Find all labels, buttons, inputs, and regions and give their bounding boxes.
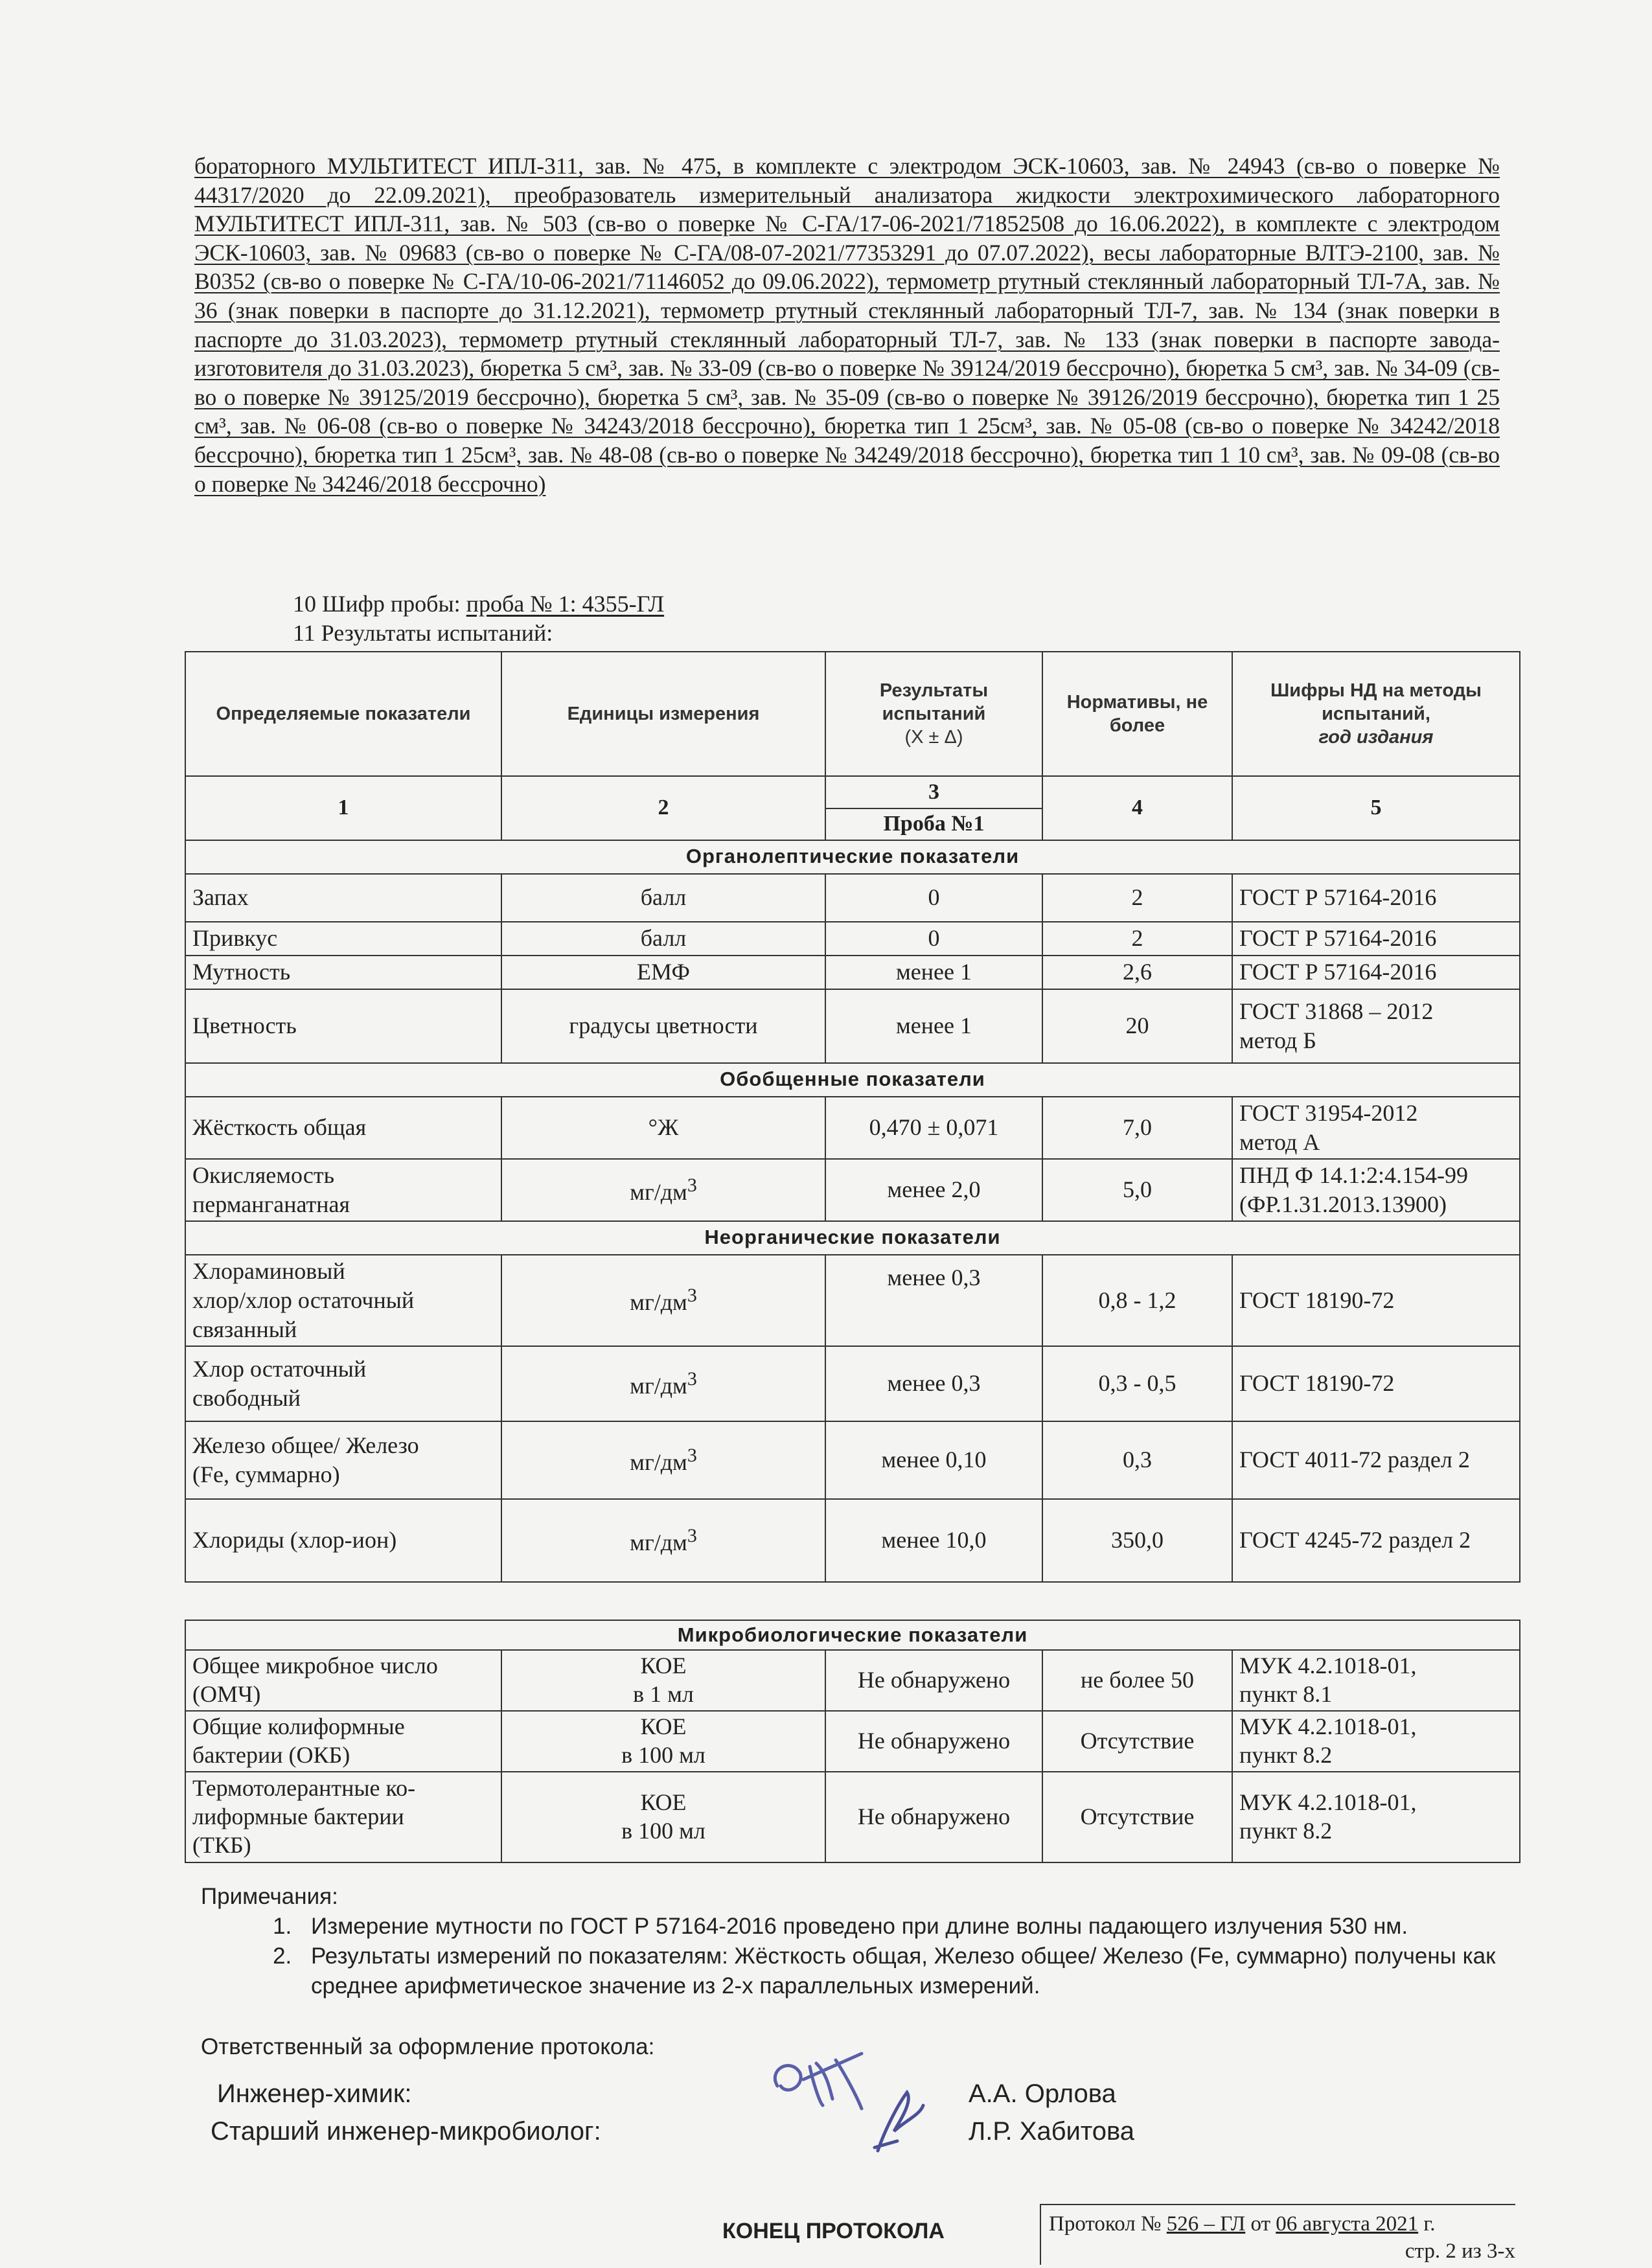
header-indicators: Определяемые показатели [185,652,501,776]
equipment-paragraph [194,152,1500,498]
equipment-text: бораторного МУЛЬТИТЕСТ ИПЛ-311, зав. № 475, в комплекте с электродом ЭСК-10603, зав. № 24943 (св-во о поверке № 44317/2020 до 22.09.2021), преобразователь измерительный анализатора жидкости электрохимического лабораторного МУЛЬТИТЕСТ ИПЛ-311, зав. № 503 (св-во о поверке № С-ГА/17-06-2021/71852508 до 16.06.2022), в комплекте с электродом ЭСК-10603, зав. № 09683 (св-во о поверке № С-ГА/08-07-2021/77353291 до 07.07.2022), весы лабораторные ВЛТЭ-2100, зав. № В0352 (св-во о поверке № С-ГА/10-06-2021/71146052 до 09.06.2022), термометр ртутный стеклянный лабораторный ТЛ-7А, зав. № 36 (знак поверки в паспорте до 31.12.2021), термометр ртутный стеклянный лабораторный ТЛ-7, зав. № 134 (знак поверки в паспорте до 31.03.2023), термометр ртутный стеклянный лабораторный ТЛ-7, зав. № 133 (знак поверки в паспорте завода-изготовителя до 31.03.2023), бюретка 5 см³, зав. № 33-09 (св-во о поверке № 39124/2019 бессрочно), бюретка 5 см³, зав. № 34-09 (св-во о поверке № 39125/2019 бессрочно), бюретка 5 см³, зав. № 35-09 (св-во о поверке № 39126/2019 бессрочно), бюретка тип 1 25 см³, зав. № 06-08 (св-во о поверке № 34243/2018 бессрочно), бюретка тип 1 25см³, зав. № 05-08 (св-во о поверке № 34242/2018 бессрочно), бюретка тип 1 25см³, зав. № 48-08 (св-во о поверке № 34249/2018 бессрочно), бюретка тип 1 10 см³, зав. № 09-08 (св-во о поверке № 34246/2018 бессрочно) [194,153,1500,497]
sample-code: проба № 1: 4355-ГЛ [466,591,665,617]
table-row: Общие колиформные бактерии (ОКБ) КОЕ в 100 мл Не обнаружено Отсутствие МУК 4.2.1018-01, пункт 8.2 [185,1711,1520,1772]
responsible-label: Ответственный за оформление протокола: [201,2034,655,2059]
column-numbers-row: 1 2 3 4 5 [185,776,1520,808]
microbiology-table [185,1620,1520,1863]
signer-title-2: Старший инженер-микробиолог: [211,2117,601,2146]
header-methods: Шифры НД на методы испытаний, год издания [1232,652,1520,776]
header-norms: Нормативы, не более [1042,652,1232,776]
header-units: Единицы измерения [501,652,825,776]
notes [201,1882,1516,2001]
sample-code-line: 10 Шифр пробы: проба № 1: 4355-ГЛ [293,591,665,617]
section-organoleptic: Органолептические показатели [185,840,1520,874]
table-row: Хлор остаточный свободный $мг/дм^3$ менее 0,3 0,3 - 0,5 ГОСТ 18190-72 [185,1346,1520,1421]
signer-name-1: А.А. Орлова [969,2079,1116,2108]
table-row: Железо общее/ Железо (Fe, суммарно) $мг/дм^3$ менее 0,10 0,3 ГОСТ 4011-72 раздел 2 [185,1421,1520,1499]
note-item: 2. Результаты измерений по показателям: Жёсткость общая, Железо общее/ Железо (Fe, суммарно) получены как среднее арифметическое значение из 2-х параллельных измерений. [298,1942,1516,2001]
table-row: Цветность градусы цветности менее 1 20 ГОСТ 31868 – 2012 метод Б [185,989,1520,1063]
sample-label: Проба №1 [825,808,1042,840]
section-microbiological: Микробиологические показатели [185,1620,1520,1650]
notes-title: Примечания: [201,1884,338,1909]
signer-name-2: Л.Р. Хабитова [969,2117,1135,2146]
results-heading: 11 Результаты испытаний: [293,620,553,646]
section-inorganic: Неорганические показатели [185,1221,1520,1255]
table-row: Запах балл 0 2 ГОСТ Р 57164-2016 [185,874,1520,922]
header-results: Результаты испытаний (X ± Δ) [825,652,1042,776]
results-table [185,651,1520,1583]
table-row: Общее микробное число (ОМЧ) КОЕ в 1 мл Не обнаружено не более 50 МУК 4.2.1018-01, пункт 8.1 [185,1650,1520,1711]
end-of-protocol: КОНЕЦ ПРОТОКОЛА [722,2219,945,2243]
table-row: Термотолерантные ко- лиформные бактерии (ТКБ) КОЕ в 100 мл Не обнаружено Отсутствие МУК 4.2.1018-01, пункт 8.2 [185,1772,1520,1862]
table-header-row [185,652,1520,776]
table-row: Окисляемость перманганатная $мг/дм^3$ менее 2,0 5,0 ПНД Ф 14.1:2:4.154-99 (ФР.1.31.2013.13900) [185,1159,1520,1221]
table-row: Привкус балл 0 2 ГОСТ Р 57164-2016 [185,922,1520,956]
note-item: 1. Измерение мутности по ГОСТ Р 57164-2016 проведено при длине волны падающего излучения 530 нм. [298,1912,1516,1942]
section-general: Обобщенные показатели [185,1063,1520,1097]
table-row: Мутность ЕМФ менее 1 2,6 ГОСТ Р 57164-2016 [185,956,1520,989]
table-row: Жёсткость общая °Ж 0,470 ± 0,071 7,0 ГОСТ 31954-2012 метод А [185,1097,1520,1159]
signer-title-1: Инженер-химик: [217,2079,412,2108]
table-row: Хлораминовый хлор/хлор остаточный связанный $мг/дм^3$ менее 0,3 0,8 - 1,2 ГОСТ 18190-72 [185,1255,1520,1346]
table-row: Хлориды (хлор-ион) $мг/дм^3$ менее 10,0 350,0 ГОСТ 4245-72 раздел 2 [185,1499,1520,1582]
signature-2 [858,2086,943,2157]
page-footer: Протокол № 526 – ГЛ от 06 августа 2021 г. стр. 2 из 3-х [1040,2204,1515,2265]
page-number: стр. 2 из 3-х [1405,2239,1515,2263]
